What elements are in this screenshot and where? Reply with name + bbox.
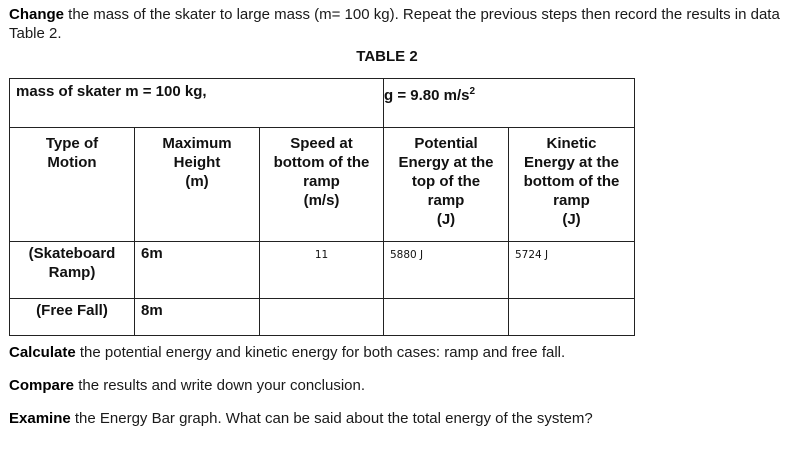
column-header-line: Motion	[47, 154, 97, 171]
column-header-line: ramp	[553, 192, 590, 209]
examine-instruction	[9, 410, 593, 427]
compare-keyword: Compare	[9, 377, 75, 394]
mass-label: mass of skater m = 100 kg,	[10, 79, 384, 128]
table-row-free-fall	[10, 299, 635, 336]
motion-line: (Skateboard	[28, 245, 116, 262]
instructions-text: the mass of the skater to large mass (m= 100 kg). Repeat the previous steps then record the results in data Table 2.	[9, 6, 780, 42]
column-header-row	[10, 128, 635, 242]
kinetic-energy-value: 5724 J	[515, 249, 549, 261]
table-header-row	[10, 79, 635, 128]
column-header-line: Energy at the	[523, 154, 620, 171]
potential-energy-value	[384, 299, 508, 303]
table-title: TABLE 2	[356, 48, 418, 65]
cell-potential-energy[interactable]	[384, 242, 509, 299]
cell-motion	[10, 242, 135, 299]
column-header-line: ramp	[303, 173, 340, 190]
column-header-potential-energy	[384, 128, 509, 242]
speed-value	[260, 299, 383, 303]
column-header-line: (J)	[436, 211, 456, 228]
gravity-text: g = 9.80 m/s	[384, 87, 470, 104]
column-header-line: (m)	[185, 173, 209, 190]
cell-height[interactable]	[135, 242, 260, 299]
speed-value: 11	[314, 249, 329, 261]
column-header-line: Kinetic	[546, 135, 597, 152]
height-value: 6m	[141, 245, 163, 262]
cell-motion	[10, 299, 135, 336]
compare-text: the results and write down your conclusion.	[74, 377, 366, 394]
column-header-line: Speed at	[290, 135, 353, 152]
data-table	[9, 78, 635, 336]
column-header-line: Type of	[45, 135, 99, 152]
calculate-text: the potential energy and kinetic energy for both cases: ramp and free fall.	[75, 344, 566, 361]
column-header-line: ramp	[427, 192, 465, 209]
column-header-line: Height	[173, 154, 221, 171]
column-header-type-of-motion	[10, 128, 135, 242]
column-header-kinetic-energy	[509, 128, 635, 242]
examine-text: the Energy Bar graph. What can be said about the total energy of the system?	[70, 410, 593, 427]
instructions-keyword: Change	[9, 6, 65, 23]
column-header-line: (m/s)	[303, 192, 340, 209]
table-row-skateboard-ramp	[10, 242, 635, 299]
cell-kinetic-energy[interactable]	[509, 299, 635, 336]
kinetic-energy-value	[509, 299, 634, 303]
motion-line: Ramp)	[48, 264, 96, 281]
column-header-line: Potential	[414, 135, 478, 152]
column-header-line: bottom of the	[523, 173, 620, 190]
compare-instruction	[9, 377, 365, 394]
column-header-line: (J)	[562, 211, 581, 228]
calculate-keyword: Calculate	[9, 344, 76, 361]
calculate-instruction	[9, 344, 565, 361]
motion-line: (Free Fall)	[36, 302, 108, 319]
cell-speed[interactable]	[260, 299, 384, 336]
examine-keyword: Examine	[9, 410, 71, 427]
cell-potential-energy[interactable]	[384, 299, 509, 336]
instructions-paragraph	[9, 5, 789, 43]
gravity-exponent: 2	[469, 86, 476, 97]
column-header-line: top of the	[411, 173, 481, 190]
cell-kinetic-energy[interactable]	[509, 242, 635, 299]
cell-speed[interactable]	[260, 242, 384, 299]
column-header-speed	[260, 128, 384, 242]
height-value: 8m	[141, 302, 163, 319]
column-header-line: Maximum	[162, 135, 232, 152]
cell-height[interactable]	[135, 299, 260, 336]
column-header-line: Energy at the	[398, 154, 494, 171]
column-header-line: bottom of the	[273, 154, 370, 171]
gravity-label	[384, 79, 635, 128]
potential-energy-value: 5880 J	[390, 249, 424, 261]
column-header-maximum-height	[135, 128, 260, 242]
